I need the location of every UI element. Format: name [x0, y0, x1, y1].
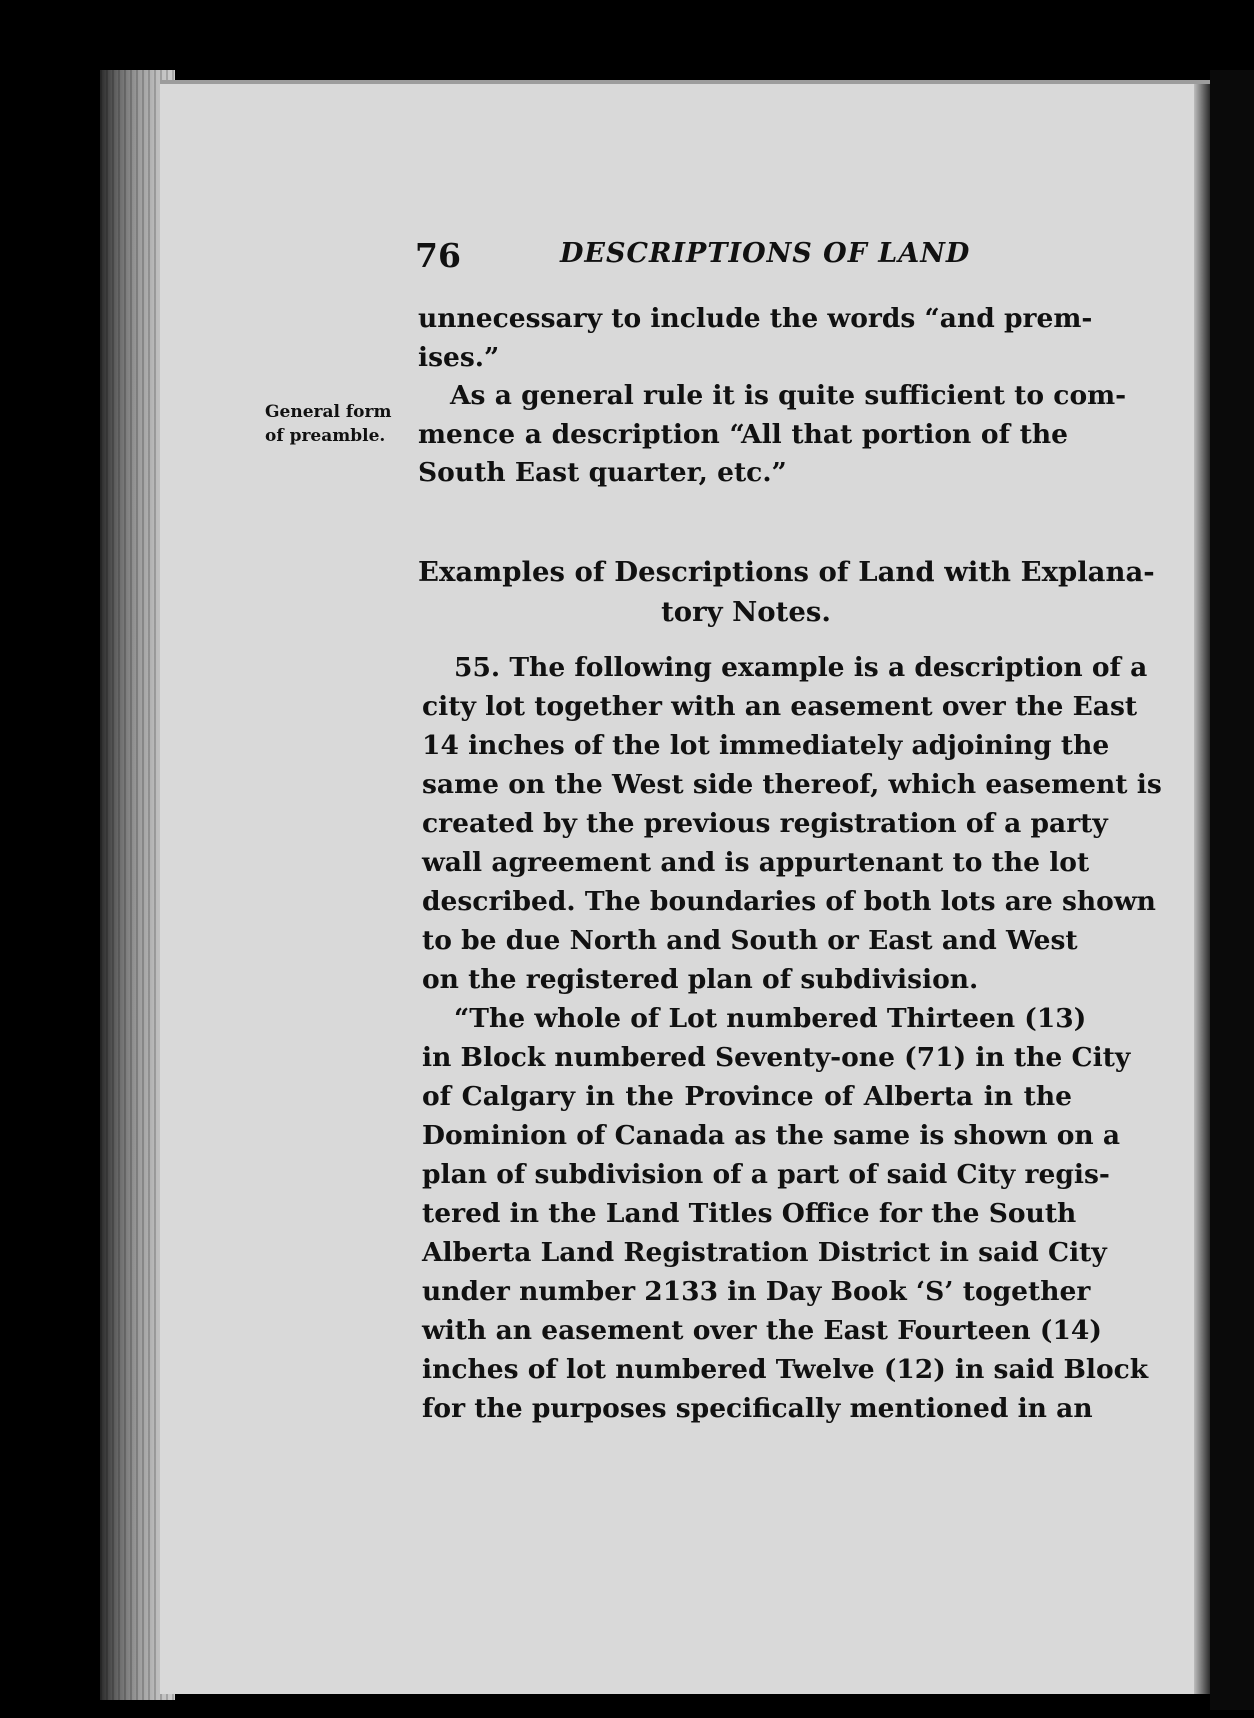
heading-line: tory Notes.	[661, 596, 831, 628]
page-number: 76	[415, 236, 461, 275]
text-line: created by the previous registration of a party	[422, 808, 1108, 839]
text-line: on the registered plan of subdivision.	[422, 964, 979, 995]
text-line: Dominion of Canada as the same is shown on a	[422, 1120, 1121, 1151]
text-line: for the purposes specifically mentioned in an	[422, 1393, 1093, 1424]
text-line: ises.”	[418, 341, 500, 373]
text-line: under number 2133 in Day Book ‘S’ together	[422, 1276, 1091, 1307]
text-line: unnecessary to include the words “and prem-	[418, 303, 1093, 334]
text-line: to be due North and South or East and West	[422, 925, 1078, 956]
text-line: 14 inches of the lot immediately adjoining the	[422, 730, 1110, 761]
text-line: tered in the Land Titles Office for the South	[422, 1198, 1077, 1229]
heading-line: Examples of Descriptions of Land with Explana-	[418, 556, 1155, 588]
text-line: 55. The following example is a description of a	[454, 652, 1148, 683]
margin-note-line: of preamble.	[265, 426, 386, 446]
margin-note	[265, 400, 391, 448]
text-line: “The whole of Lot numbered Thirteen (13)	[454, 1003, 1087, 1034]
text-line: South East quarter, etc.”	[418, 457, 787, 488]
paragraph-example	[422, 648, 1162, 1428]
text-line: city lot together with an easement over the East	[422, 691, 1138, 722]
text-line: described. The boundaries of both lots are shown	[422, 886, 1156, 917]
text-line: same on the West side thereof, which easement is	[422, 769, 1162, 800]
running-title: DESCRIPTIONS OF LAND	[560, 238, 971, 269]
text-line: Alberta Land Registration District in said City	[422, 1237, 1107, 1268]
facing-page-edge	[1210, 70, 1254, 1710]
text-line: in Block numbered Seventy-one (71) in the City	[422, 1042, 1131, 1073]
section-heading	[418, 552, 1155, 632]
text-line: mence a description “All that portion of the	[418, 418, 1068, 450]
text-line: As a general rule it is quite sufficient to com-	[450, 380, 1127, 411]
text-line: plan of subdivision of a part of said City regis-	[422, 1159, 1110, 1190]
text-line: with an easement over the East Fourteen (14)	[422, 1315, 1102, 1346]
text-line: of Calgary in the Province of Alberta in the	[422, 1081, 1072, 1112]
text-line: inches of lot numbered Twelve (12) in said Block	[422, 1354, 1149, 1385]
paragraph-preamble	[418, 300, 1127, 493]
margin-note-line: General form	[265, 402, 392, 422]
text-line: wall agreement and is appurtenant to the lot	[422, 847, 1090, 878]
